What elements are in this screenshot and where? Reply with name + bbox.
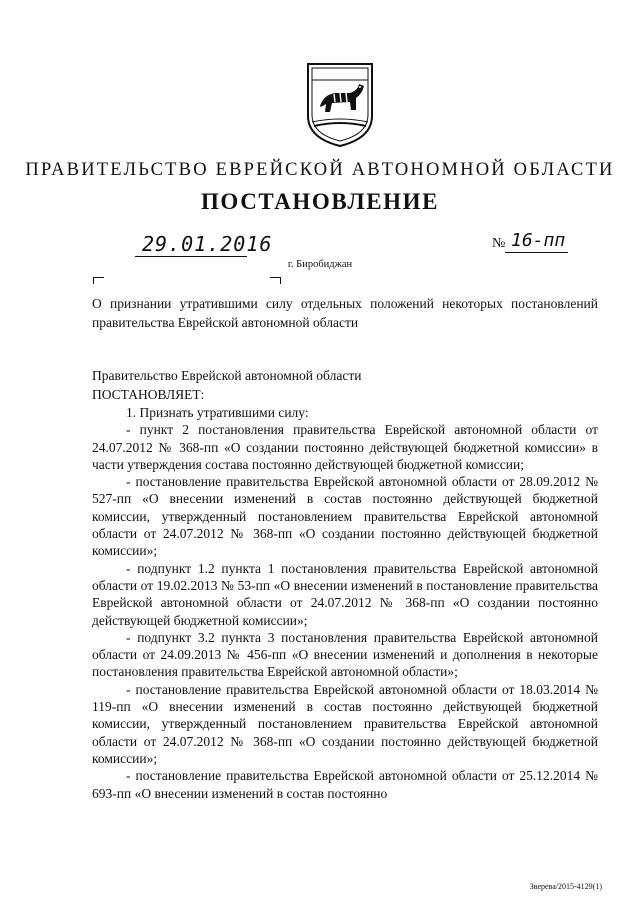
body-paragraph: - пункт 2 постановления правительства Еврейской автономной области от 24.07.2012 № 368-пп «О создании постоянно действующей бюджетной комиссии» в части утверждения состава постоянно действующей бюджетной комиссии; (92, 422, 598, 472)
resolves-heading: ПОСТАНОВЛЯЕТ: (92, 387, 205, 402)
coat-of-arms-emblem (304, 60, 376, 148)
document-body (92, 404, 598, 802)
government-title: ПРАВИТЕЛЬСТВО ЕВРЕЙСКОЙ АВТОНОМНОЙ ОБЛАСТИ (25, 160, 615, 180)
document-number: 16-пп (511, 230, 566, 251)
preamble-line: Правительство Еврейской автономной области (92, 368, 362, 383)
document-type-title: ПОСТАНОВЛЕНИЕ (200, 189, 440, 214)
document-subject: О признании утратившими силу отдельных положений некоторых постановлений правительства Еврейской автономной области (92, 296, 598, 330)
body-paragraph: - постановление правительства Еврейской автономной области от 25.12.2014 № 693-пп «О внесении изменений в состав постоянно (92, 768, 598, 801)
subject-corner-right (270, 277, 281, 284)
body-paragraph: - постановление правительства Еврейской автономной области от 28.09.2012 № 527-пп «О внесении изменений в состав постоянно действующей бюджетной комиссии, утвержденный постановлением правительства Еврейской автономной области от 24.07.2012 № 368-пп «О создании постоянно действующей бюджетной комиссии»; (92, 474, 598, 559)
preamble (92, 366, 598, 404)
date-underline (135, 256, 247, 257)
body-paragraph: - подпункт 3.2 пункта 3 постановления правительства Еврейской автономной области от 24.09.2013 № 456-пп «О внесении изменений и дополнения в некоторые постановления правительства Еврейской автономной области»; (92, 629, 598, 680)
body-paragraph: - подпункт 1.2 пункта 1 постановления правительства Еврейской автономной области от 19.02.2013 № 53-пп «О внесении изменений в постановление правительства Еврейской автономной области от 24.07.2012 № 368-пп «О создании постоянно действующей бюджетной комиссии»; (92, 560, 598, 628)
body-paragraph: 1. Признать утратившими силу: (126, 405, 309, 420)
document-date: 29.01.2016 (142, 232, 273, 256)
footer-reference: Зверева/2015-4129(1) (529, 882, 602, 891)
city-line: г. Биробиджан (287, 259, 353, 270)
number-label: № (492, 236, 506, 251)
body-paragraph: - постановление правительства Еврейской автономной области от 18.03.2014 № 119-пп «О внесении изменений в состав постоянно действующей бюджетной комиссии, утвержденный постановлением правительства Еврейской автономной области от 24.07.2012 № 368-пп «О создании постоянно действующей бюджетной комиссии»; (92, 681, 598, 766)
subject-corner-left (93, 277, 104, 284)
number-underline (505, 252, 568, 253)
